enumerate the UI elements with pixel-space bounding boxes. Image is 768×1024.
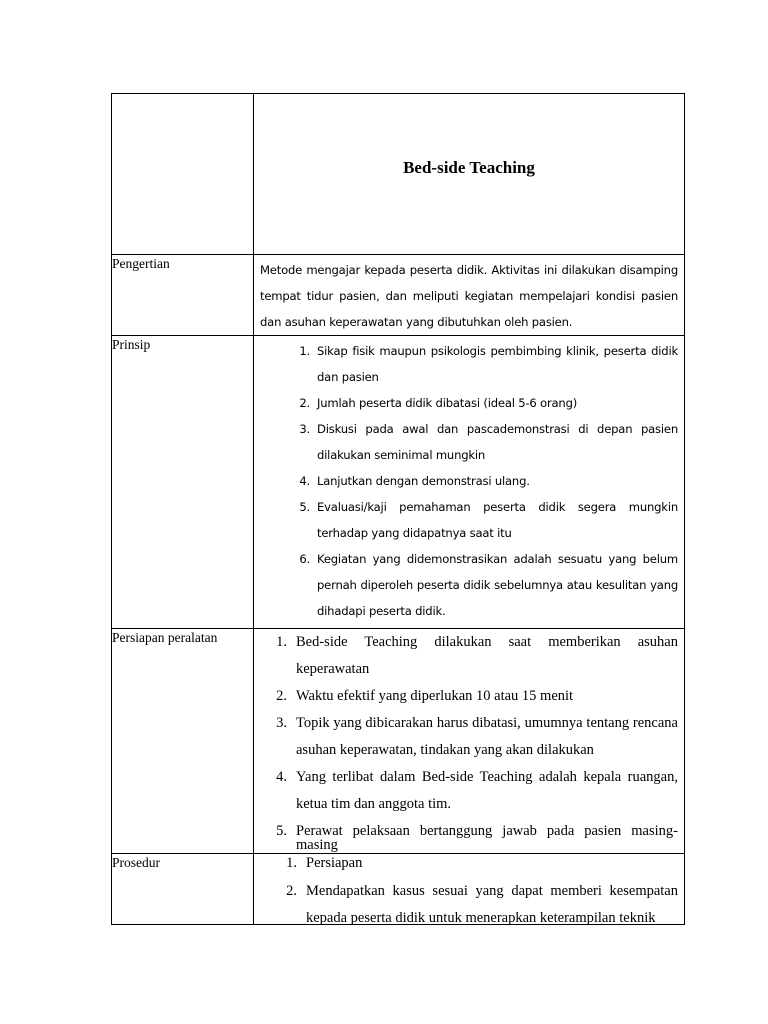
list-text: Bed-side Teaching dilakukan saat memberikan asuhan keperawatan bbox=[296, 634, 678, 677]
list-number: 3. bbox=[276, 715, 287, 731]
list-number: 6. bbox=[299, 552, 310, 566]
list-number: 5. bbox=[276, 823, 287, 839]
row-label: Pengertian bbox=[112, 255, 254, 336]
list-text: Yang terlibat dalam Bed-side Teaching adalah kepala ruangan, ketua tim dan anggota tim. bbox=[296, 769, 678, 812]
row-persiapan-peralatan bbox=[112, 629, 685, 854]
list-item bbox=[276, 629, 678, 683]
list-item bbox=[286, 878, 678, 924]
list-number: 2. bbox=[299, 396, 310, 410]
row-content bbox=[254, 336, 685, 629]
row-content bbox=[254, 629, 685, 854]
list-text: Kegiatan yang didemonstrasikan adalah sesuatu yang belum pernah diperoleh peserta didik sebelumnya atau kesulitan yang dihadapi peserta didik. bbox=[317, 552, 678, 618]
list-text: Persiapan bbox=[306, 855, 363, 871]
row-pengertian bbox=[112, 255, 685, 336]
list-item bbox=[286, 854, 678, 878]
list-item bbox=[276, 764, 678, 818]
sop-table bbox=[111, 93, 685, 925]
prosedur-list bbox=[254, 854, 684, 924]
list-item bbox=[276, 710, 678, 764]
list-number: 2. bbox=[286, 883, 297, 899]
persiapan-list bbox=[254, 629, 684, 853]
list-text: Evaluasi/kaji pemahaman peserta didik segera mungkin terhadap yang didapatnya saat itu bbox=[317, 500, 678, 540]
list-item bbox=[299, 416, 678, 468]
list-text: Waktu efektif yang diperlukan 10 atau 15 menit bbox=[296, 688, 574, 704]
prinsip-list bbox=[254, 336, 684, 628]
row-content bbox=[254, 255, 685, 336]
title-cell bbox=[254, 94, 685, 255]
list-number: 1. bbox=[276, 634, 287, 650]
list-item bbox=[299, 494, 678, 546]
list-text: Jumlah peserta didik dibatasi (ideal 5-6 orang) bbox=[317, 396, 578, 410]
pengertian-text: Metode mengajar kepada peserta didik. Aktivitas ini dilakukan disamping tempat tidur pasien, dan meliputi kegiatan mempelajari kondisi pasien dan asuhan keperawatan yang dibutuhkan oleh pasien. bbox=[260, 263, 678, 329]
list-text: Mendapatkan kasus sesuai yang dapat memberi kesempatan kepada peserta didik untuk menerapkan keterampilan teknik bbox=[306, 883, 678, 924]
row-prinsip bbox=[112, 336, 685, 629]
list-number: 1. bbox=[299, 344, 310, 358]
list-text: Sikap fisik maupun psikologis pembimbing klinik, peserta didik dan pasien bbox=[317, 344, 678, 384]
list-item bbox=[299, 546, 678, 624]
list-number: 1. bbox=[286, 855, 297, 871]
list-item bbox=[299, 390, 678, 416]
row-content bbox=[254, 854, 685, 925]
list-number: 4. bbox=[276, 769, 287, 785]
list-item bbox=[276, 683, 678, 710]
row-label: Prinsip bbox=[112, 336, 254, 629]
list-item bbox=[299, 338, 678, 390]
list-number: 3. bbox=[299, 422, 310, 436]
row-label: Persiapan peralatan bbox=[112, 629, 254, 854]
list-number: 5. bbox=[299, 500, 310, 514]
list-item bbox=[276, 818, 678, 853]
title-row bbox=[112, 94, 685, 255]
list-number: 2. bbox=[276, 688, 287, 704]
list-text: Topik yang dibicarakan harus dibatasi, umumnya tentang rencana asuhan keperawatan, tindakan yang akan dilakukan bbox=[296, 715, 678, 758]
document-title: Bed-side Teaching bbox=[403, 158, 535, 177]
row-prosedur bbox=[112, 854, 685, 925]
list-item bbox=[299, 468, 678, 494]
list-text: Lanjutkan dengan demonstrasi ulang. bbox=[317, 474, 530, 488]
list-number: 4. bbox=[299, 474, 310, 488]
title-left-cell bbox=[112, 94, 254, 255]
list-text: Diskusi pada awal dan pascademonstrasi di depan pasien dilakukan seminimal mungkin bbox=[317, 422, 678, 462]
row-label: Prosedur bbox=[112, 854, 254, 925]
list-text: Perawat pelaksaan bertanggung jawab pada pasien masing-masing bbox=[296, 823, 678, 853]
